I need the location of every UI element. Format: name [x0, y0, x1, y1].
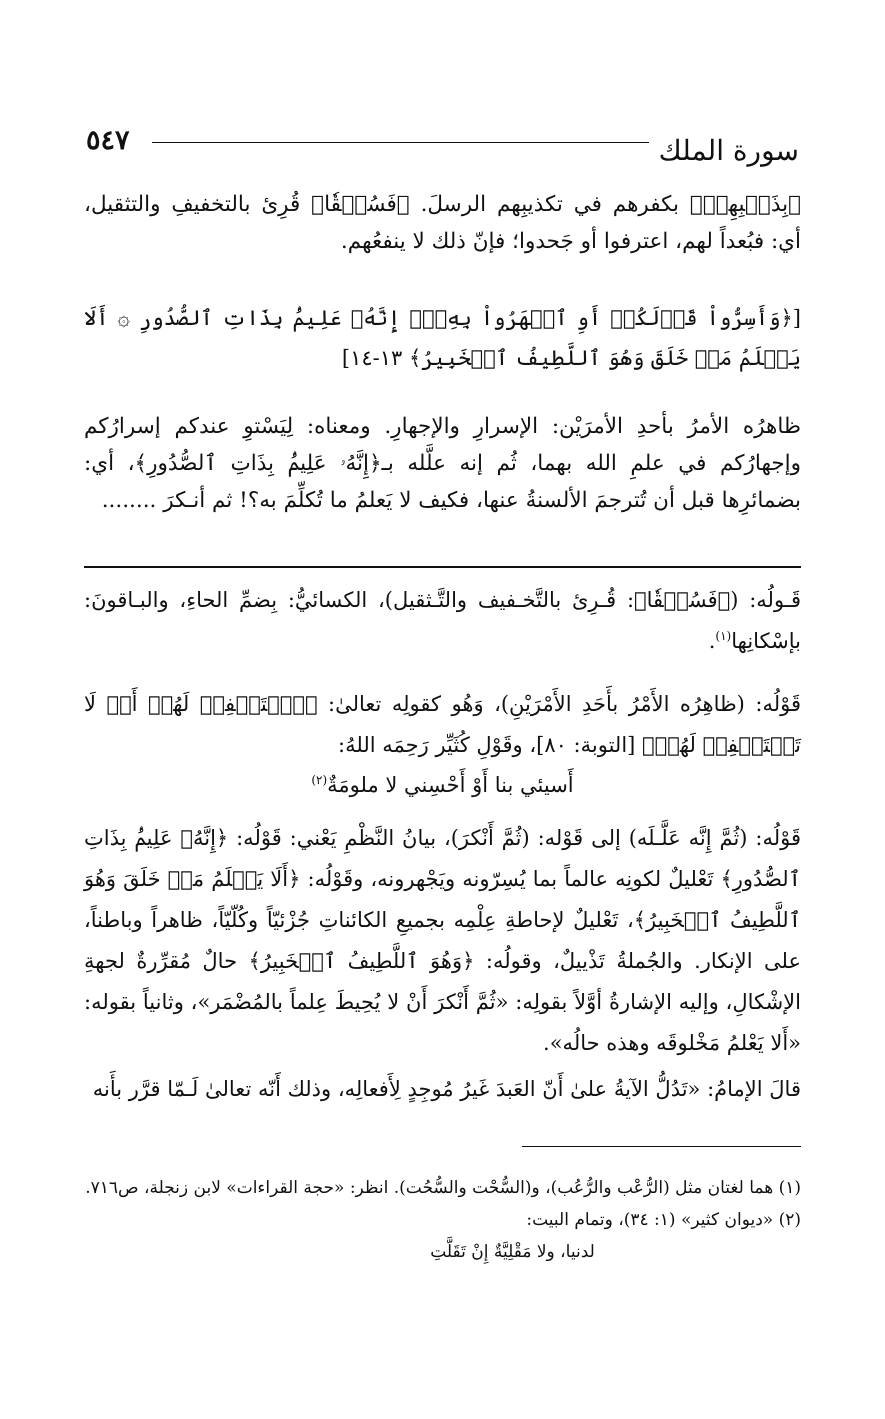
commentary-text: قَـولُه: (﴿فَسُحۡقٗا﴾: قُـرِئ بالتَّخـفيف والتَّـثقيل)، الكسائيُّ: بِضمِّ الحاءِ، والبـاقونَ: بإسْكانِها	[84, 588, 801, 653]
commentary-paragraph-1: قَـولُه: (﴿فَسُحۡقٗا﴾: قُـرِئ بالتَّخـفيف والتَّـثقيل)، الكسائيُّ: بِضمِّ الحاءِ، والبـاقونَ: بإسْكانِها$^{(١)}$.	[84, 588, 801, 653]
footnotes	[84, 1172, 801, 1268]
page-number: ٥٤٧	[86, 125, 130, 156]
commentary-paragraph-2: قَوْلُه: (ظاهِرُه الأَمْرُ بأَحَدِ الأَمْرَيْنِ)، وَهُو كقولِه تعالىٰ: ﴿ٱسۡتَغۡفِرۡ لَهُمۡ أَوۡ لَا تَسۡتَغۡفِرۡ لَهُمۡ﴾ [التوبة: ٨٠]، وقَوْلِ كُثَيِّر رَحِمَه اللهُ:	[84, 692, 801, 757]
footnote-2: (٢) «ديوان كثير» (١: ٣٤)، وتمام البيت:	[526, 1210, 801, 1230]
commentary-paragraph-3: قَوْلُه: (ثُمَّ إِنَّه عَلَّـلَه) إلى قَوْله: (ثُمَّ أَنْكرَ)، بيانُ النَّظْمِ يَعْني: قَوْلُه: ﴿إِنَّهُۥ عَلِيمُۢ بِذَاتِ ٱلصُّدُورِ﴾ تَعْليلٌ لكونِه عالماً بما يُسِرّونه ويَجْهرونه، وقَوْلُه: ﴿أَلَا يَعۡلَمُ مَنۡ خَلَقَ وَهُوَ ٱللَّطِيفُ ٱلۡخَبِيرُ﴾، تَعْليلٌ لإحاطةِ عِلْمِه بجميعِ الكائناتِ جُزْئيّاً وكُلّيّاً، ظاهراً وباطناً، على الإنكار. والجُملةُ تَذْييلٌ، وقولُه: ﴿وَهُوَ ٱللَّطِيفُ ٱلۡخَبِيرُ﴾ حالٌ مُقرِّرةٌ لجهةِ الإشْكالِ، وإليه الإشارةُ أوَّلاً بقولِه: «ثُمَّ أَنْكرَ أَنْ لا يُحِيطَ عِلماً بالمُضْمَر»، وثانياً بقوله: «أَلا يَعْلمُ مَخْلوقَه وهذه حالُه».	[84, 826, 801, 1055]
running-header	[86, 124, 799, 168]
tafsir-paragraph-2: ظاهرُه الأمرُ بأحدِ الأمرَيْن: الإسرارِ والإجهارِ. ومعناه: لِيَسْتوِ عندكم إسرارُكم وإجهارُكم في علمِ الله بهما، ثُم إنه علَّله بـ﴿إِنَّهُۥ عَلِيمُۢ بِذَاتِ ٱلصُّدُورِ﴾، أي: بضمائرِها قبل أن تُترجمَ الألسنةُ عنها، فكيف لا يَعلمُ ما تُكلِّمَ به؟! ثم أنـكرَ ........	[84, 414, 801, 513]
surah-title: سورة الملك	[658, 134, 799, 167]
poetry-line	[84, 767, 801, 803]
commentary-paragraph-4: قالَ الإمامُ: «تَدُلُّ الآيةُ علىٰ أَنّ العَبدَ غَيرُ مُوجِدٍ لِأَفعالِه، وذلك أَنّه تعالىٰ لَـمّا قرَّر بأَنه	[92, 1077, 801, 1101]
footnote-2-verse: لدنيا، ولا مَقْلِيَّةٌ إِنْ تَقَلَّتِ	[430, 1242, 595, 1262]
poetry-text: أَسيئي بنا أَوْ أَحْسِني لا ملومَةٌ	[327, 773, 574, 797]
header-rule	[152, 142, 649, 143]
footnote-1: (١) هما لغتان مثل (الرُّعْب والرُّعُب)، و(السُّحْت والسُّحُت). انظر: «حجة القراءات» لابن زنجلة، ص٧١٦.	[85, 1178, 801, 1198]
footnote-ref: (٢)	[311, 773, 328, 787]
quran-verse-block: [﴿وَأَسِرُّواْ قَوۡلَكُمۡ أَوِ ٱجۡهَرُواْ بِهِۦٓۖ إِنَّهُۥ عَلِيمُۢ بِذَاتِ ٱلصُّدُورِ ۞ أَلَا يَعۡلَمُ مَنۡ خَلَقَ وَهُوَ ٱللَّطِيفُ ٱلۡخَبِيرُ﴾ ١٣-١٤]	[84, 306, 801, 370]
commentary-divider	[84, 566, 801, 568]
tafsir-paragraph-1: ﴿بِذَنۢبِهِمۡ﴾ بكفرهم في تكذيبِهم الرسلَ. ﴿فَسُحۡقٗا﴾ قُرِئ بالتخفيفِ والتثقيل، أي: فبُعداً لهم، اعترفوا أو جَحدوا؛ فإنّ ذلك لا ينفعُهم.	[84, 192, 801, 254]
footnote-divider	[522, 1146, 801, 1147]
footnote-ref: (١)	[715, 629, 732, 643]
